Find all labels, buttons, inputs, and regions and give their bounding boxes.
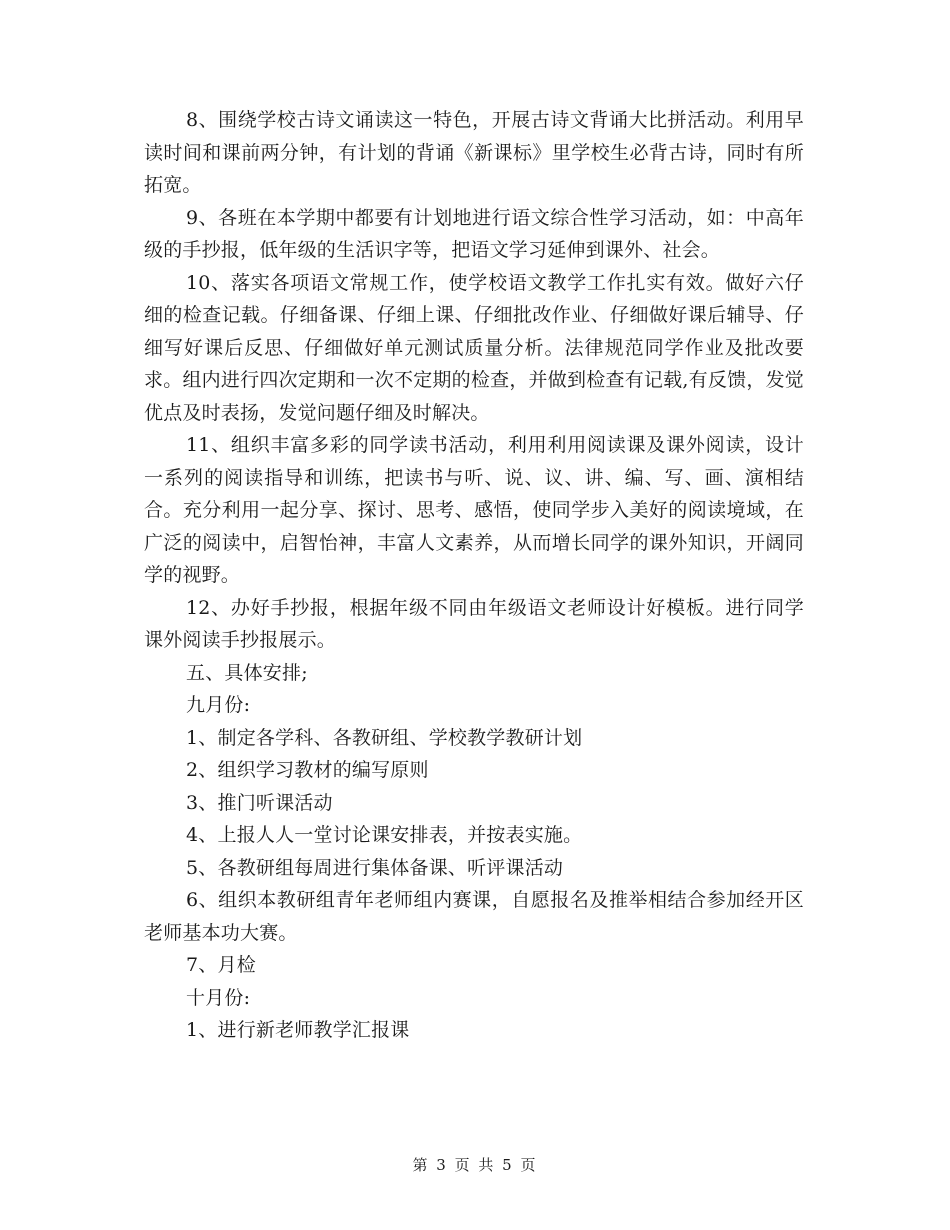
paragraph-item-9: 9、各班在本学期中都要有计划地进行语文综合性学习活动，如：中高年级的手抄报，低年级的生活识字等，把语文学习延伸到课外、社会。 bbox=[144, 206, 804, 261]
paragraph-item-10: 10、落实各项语文常规工作，使学校语文教学工作扎实有效。做好六仔细的检查记载。仔细备课、仔细上课、仔细批改作业、仔细做好课后辅导、仔细写好课后反思、仔细做好单元测试质量分析。法律规范同学作业及批改要求。组内进行四次定期和一次不定期的检查，并做到检查有记载,有反馈，发觉优点及时表扬，发觉问题仔细及时解决。 bbox=[144, 271, 804, 424]
section-heading-schedule: 五、具体安排; bbox=[186, 661, 308, 684]
september-item-1: 1、制定各学科、各教研组、学校教学教研计划 bbox=[186, 726, 583, 749]
paragraph-item-12: 12、办好手抄报，根据年级不同由年级语文老师设计好模板。进行同学课外阅读手抄报展示。 bbox=[144, 596, 804, 651]
september-item-6: 6、组织本教研组青年老师组内赛课，自愿报名及推举相结合参加经开区老师基本功大赛。 bbox=[144, 889, 804, 944]
september-item-3: 3、推门听课活动 bbox=[186, 791, 333, 814]
month-heading-october: 十月份: bbox=[186, 986, 251, 1009]
month-heading-september: 九月份: bbox=[186, 694, 251, 716]
paragraph-item-8: 8、围绕学校古诗文诵读这一特色，开展古诗文背诵大比拼活动。利用早读时间和课前两分钟，有计划的背诵《新课标》里学校生必背古诗，同时有所拓宽。 bbox=[144, 109, 804, 196]
september-item-5: 5、各教研组每周进行集体备课、听评课活动 bbox=[186, 856, 564, 879]
page-footer: 第 3 页 共 5 页 bbox=[412, 1156, 538, 1174]
september-item-7: 7、月检 bbox=[186, 954, 256, 976]
september-item-4: 4、上报人人一堂讨论课安排表，并按表实施。 bbox=[186, 824, 583, 846]
october-item-1: 1、进行新老师教学汇报课 bbox=[186, 1019, 410, 1041]
paragraph-item-11: 11、组织丰富多彩的同学读书活动，利用利用阅读课及课外阅读，设计一系列的阅读指导和训练，把读书与听、说、议、讲、编、写、画、演相结合。充分利用一起分享、探讨、思考、感悟，使同学步入美好的阅读境域，在广泛的阅读中，启智怡神，丰富人文素养，从而增长同学的课外知识，开阔同学的视野。 bbox=[144, 434, 804, 586]
document-body bbox=[144, 104, 804, 1047]
september-item-2: 2、组织学习教材的编写原则 bbox=[186, 759, 429, 781]
